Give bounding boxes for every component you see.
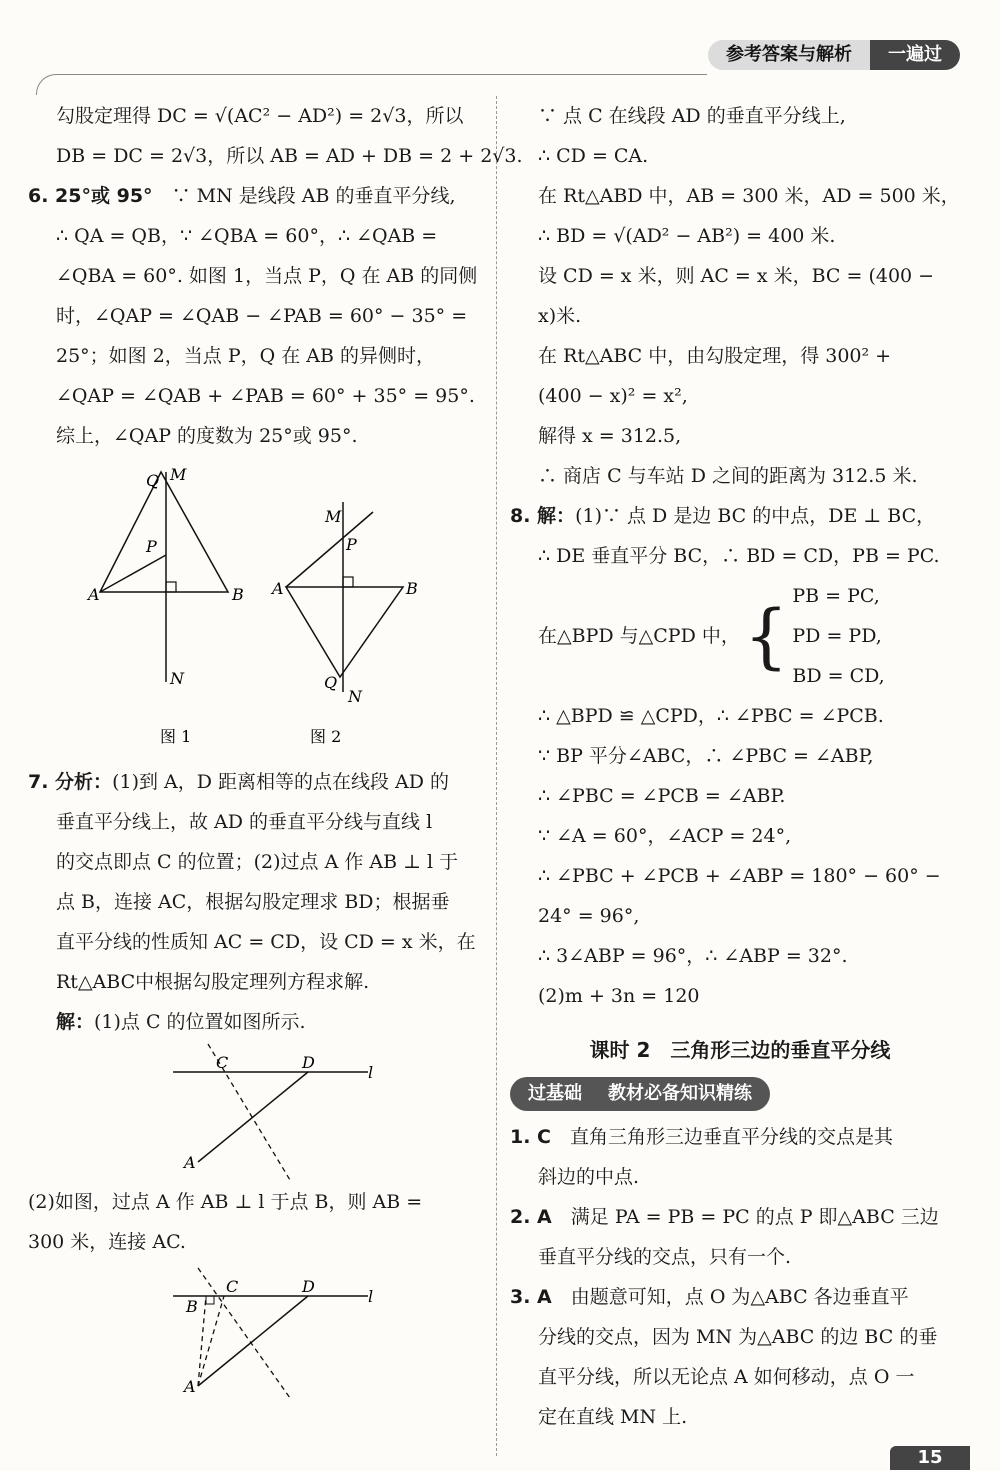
text-line: ∴ ∠PBC + ∠PCB + ∠ABP = 180° − 60° − — [538, 865, 941, 887]
page-header — [0, 40, 1000, 74]
text-line: ∠QAP = ∠QAB + ∠PAB = 60° + 35° = 95°. — [56, 385, 475, 407]
question-number: 1. C — [510, 1126, 551, 1148]
label-l: l — [368, 1063, 374, 1082]
label-q: Q — [324, 673, 338, 692]
label-d: D — [302, 1053, 315, 1072]
text-line: 300 米，连接 AC. — [28, 1231, 186, 1253]
text-line: ∴ DE 垂直平分 BC，∴ BD = CD，PB = PC. — [538, 545, 940, 567]
label-d: D — [302, 1277, 315, 1296]
system-line: PB = PC, — [792, 585, 880, 607]
question-number: 7. 分析： — [28, 771, 113, 793]
text-line: ∵ 点 C 在线段 AD 的垂直平分线上, — [538, 105, 846, 127]
brace: { — [743, 595, 789, 677]
label-a: A — [184, 1377, 196, 1396]
figure-2 — [270, 502, 418, 706]
text-line: ∵ ∠A = 60°，∠ACP = 24°, — [538, 825, 792, 847]
section-badge: 参考答案与解析 — [708, 40, 870, 70]
label-b: B — [232, 585, 244, 604]
equation-system — [510, 576, 970, 696]
label-m: M — [325, 507, 342, 526]
text-line: 直平分线，所以无论点 A 如何移动，点 O 一 — [538, 1366, 915, 1388]
text-line: 斜边的中点. — [538, 1166, 640, 1188]
bar-label: 过基础 — [528, 1083, 582, 1104]
label-a: A — [272, 579, 284, 598]
label-m: M — [170, 465, 187, 484]
text-line: 24° = 96°, — [538, 905, 640, 927]
brand-logo: 一遍过 — [870, 40, 960, 70]
text-line: 综上，∠QAP 的度数为 25°或 95°. — [56, 425, 358, 447]
header-rule — [36, 74, 707, 95]
figure-1-caption: 图 1 — [160, 727, 192, 746]
label-p: P — [346, 535, 357, 554]
right-column — [510, 96, 970, 1437]
question-number: 8. 解： — [510, 505, 576, 527]
text-line: ∵ MN 是线段 AB 的垂直平分线, — [171, 185, 456, 207]
text-line: (1)∵ 点 D 是边 BC 的中点，DE ⊥ BC， — [575, 505, 936, 527]
text-line: ∴ BD = √(AD² − AB²) = 400 米. — [538, 225, 836, 247]
text-line: 设 CD = x 米，则 AC = x 米，BC = (400 − — [538, 265, 935, 287]
question-number: 6. 25°或 95° — [28, 185, 153, 207]
text-line: (2)如图，过点 A 作 AB ⊥ l 于点 B，则 AB = — [28, 1191, 423, 1213]
label-b: B — [406, 579, 418, 598]
label-a: A — [88, 585, 100, 604]
text-line: 勾股定理得 DC = √(AC² − AD²) = 2√3，所以 — [56, 105, 464, 127]
figure-3 — [28, 1042, 488, 1182]
label-l: l — [368, 1287, 374, 1306]
column-divider — [496, 96, 497, 1456]
question-number: 2. A — [510, 1206, 552, 1228]
label-c: C — [216, 1053, 229, 1072]
text-line: 定在直线 MN 上. — [538, 1406, 688, 1428]
text-line: Rt△ABC中根据勾股定理列方程求解. — [56, 971, 370, 993]
text-line: 由题意可知，点 O 为△ABC 各边垂直平 — [570, 1286, 909, 1308]
label-a: A — [184, 1153, 196, 1172]
label-c: C — [226, 1277, 239, 1296]
label-n: N — [348, 687, 362, 706]
lesson-title: 课时 2 三角形三边的垂直平分线 — [589, 1038, 891, 1062]
system-line: BD = CD, — [792, 665, 885, 687]
left-column — [28, 96, 523, 1406]
text-line: 直角三角形三边垂直平分线的交点是其 — [570, 1126, 894, 1148]
text-line: 在△BPD 与△CPD 中， — [538, 625, 740, 647]
label-b: B — [186, 1297, 198, 1316]
solution-label: 解： — [56, 1011, 95, 1033]
text-line: 直平分线的性质知 AC = CD，设 CD = x 米，在 — [56, 931, 476, 953]
text-line: 25°；如图 2，当点 P，Q 在 AB 的异侧时， — [56, 345, 436, 367]
text-line: 点 B，连接 AC，根据勾股定理求 BD；根据垂 — [56, 891, 450, 913]
text-line: 垂直平分线的交点，只有一个. — [538, 1246, 792, 1268]
text-line: 在 Rt△ABD 中，AB = 300 米，AD = 500 米， — [538, 185, 960, 207]
text-line: x)米. — [538, 305, 582, 327]
text-line: ∴ ∠PBC = ∠PCB = ∠ABP. — [538, 785, 786, 807]
figure-4 — [28, 1266, 488, 1406]
bar-section: 教材必备知识精练 — [608, 1083, 752, 1104]
text-line: 满足 PA = PB = PC 的点 P 即△ABC 三边 — [570, 1206, 939, 1228]
page-number: 15 — [890, 1446, 970, 1470]
system-line: PD = PD, — [792, 625, 882, 647]
text-line: 垂直平分线上，故 AD 的垂直平分线与直线 l — [56, 811, 433, 833]
text-line: (1)点 C 的位置如图所示. — [94, 1011, 306, 1033]
figure-1-and-2 — [28, 462, 488, 762]
question-number: 3. A — [510, 1286, 552, 1308]
text-line: ∴ CD = CA. — [538, 145, 649, 167]
text-line: 在 Rt△ABC 中，由勾股定理，得 300² + — [538, 345, 892, 367]
text-line: ∴ 商店 C 与车站 D 之间的距离为 312.5 米. — [538, 465, 918, 487]
label-n: N — [170, 669, 184, 688]
text-line: 解得 x = 312.5, — [538, 425, 682, 447]
figure-1 — [86, 465, 244, 688]
text-line: (400 − x)² = x², — [538, 385, 688, 407]
text-line: ∴ 3∠ABP = 96°，∴ ∠ABP = 32°. — [538, 945, 848, 967]
section-bar — [510, 1071, 970, 1117]
label-p: P — [146, 537, 157, 556]
text-line: (2)m + 3n = 120 — [538, 985, 700, 1007]
figure-2-caption: 图 2 — [310, 727, 342, 746]
text-line: DB = DC = 2√3，所以 AB = AD + DB = 2 + 2√3. — [56, 145, 523, 167]
text-line: 时，∠QAP = ∠QAB − ∠PAB = 60° − 35° = — [56, 305, 468, 327]
label-q: Q — [146, 471, 160, 490]
text-line: ∴ △BPD ≌ △CPD，∴ ∠PBC = ∠PCB. — [538, 705, 884, 727]
text-line: ∵ BP 平分∠ABC，∴ ∠PBC = ∠ABP, — [538, 745, 874, 767]
text-line: 的交点即点 C 的位置；(2)过点 A 作 AB ⊥ l 于 — [56, 851, 459, 873]
text-line: ∴ QA = QB，∵ ∠QBA = 60°，∴ ∠QAB = — [56, 225, 438, 247]
text-line: ∠QBA = 60°. 如图 1，当点 P，Q 在 AB 的同侧 — [56, 265, 478, 287]
text-line: (1)到 A，D 距离相等的点在线段 AD 的 — [112, 771, 450, 793]
text-line: 分线的交点，因为 MN 为△ABC 的边 BC 的垂 — [538, 1326, 938, 1348]
